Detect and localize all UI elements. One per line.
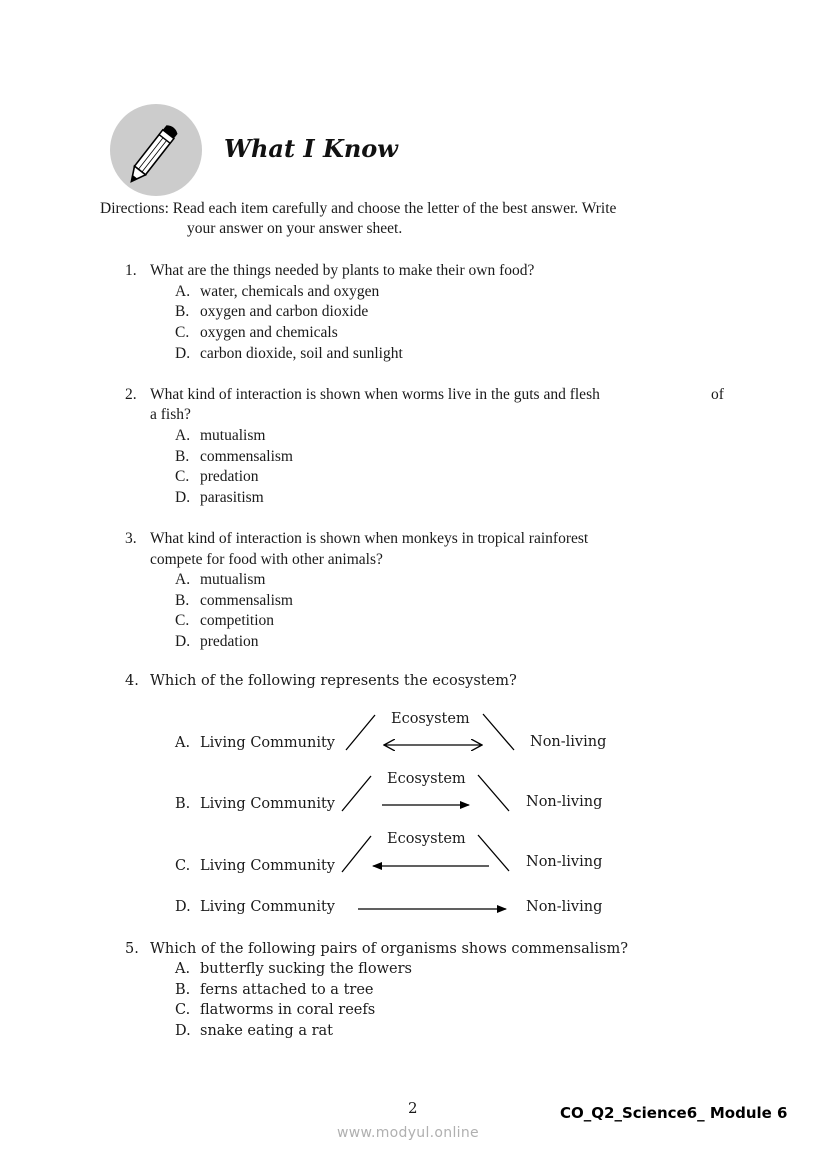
option-letter: D.	[175, 345, 191, 362]
option-letter: C.	[175, 1002, 191, 1018]
option-letter: A.	[175, 961, 191, 977]
option-letter: A.	[175, 427, 191, 444]
option-left-label: Living Community	[200, 858, 335, 874]
option-letter: C.	[175, 324, 190, 341]
option-right-label: Non-living	[530, 734, 607, 750]
option-letter: A.	[175, 735, 191, 751]
option-letter: B.	[175, 303, 190, 320]
option-letter: A.	[175, 571, 191, 588]
directions-line-1: Directions: Read each item carefully and choose the letter of the best answer. Write	[100, 200, 617, 217]
option-text: flatworms in coral reefs	[200, 1002, 376, 1018]
module-code: CO_Q2_Science6_ Module 6	[560, 1104, 788, 1122]
option-text: mutualism	[200, 427, 266, 444]
option-text: parasitism	[200, 489, 264, 506]
question-text: Which of the following pairs of organisms shows commensalism?	[150, 941, 629, 957]
question-number: 4.	[125, 673, 139, 689]
question-text: What kind of interaction is shown when worms live in the guts and flesh	[150, 386, 600, 403]
option-letter: D.	[175, 489, 191, 506]
option-middle-label: Ecosystem	[391, 711, 470, 727]
option-letter: B.	[175, 448, 190, 465]
option-left-label: Living Community	[200, 899, 335, 915]
question-text: compete for food with other animals?	[150, 551, 383, 568]
question-text: What are the things needed by plants to make their own food?	[150, 262, 535, 279]
option-text: commensalism	[200, 592, 293, 609]
question-number: 2.	[125, 386, 137, 403]
option-text: predation	[200, 468, 259, 485]
question-number: 3.	[125, 530, 137, 547]
option-text: butterfly sucking the flowers	[200, 961, 412, 977]
question-text: of	[711, 386, 724, 403]
option-right-label: Non-living	[526, 899, 603, 915]
option-letter: C.	[175, 858, 191, 874]
watermark: www.modyul.online	[337, 1125, 479, 1141]
option-middle-label: Ecosystem	[387, 771, 466, 787]
question-number: 1.	[125, 262, 137, 279]
directions-line-2: your answer on your answer sheet.	[187, 220, 403, 237]
option-letter: D.	[175, 899, 191, 915]
option-left-label: Living Community	[200, 796, 335, 812]
diagram-option-b	[342, 775, 509, 811]
option-text: water, chemicals and oxygen	[200, 283, 380, 300]
option-letter: B.	[175, 796, 191, 812]
option-text: carbon dioxide, soil and sunlight	[200, 345, 403, 362]
diagram-option-c	[342, 835, 509, 872]
option-right-label: Non-living	[526, 854, 603, 870]
option-text: oxygen and chemicals	[200, 324, 338, 341]
diagram-option-a	[346, 714, 514, 750]
option-right-label: Non-living	[526, 794, 603, 810]
option-text: snake eating a rat	[200, 1023, 333, 1039]
option-text: commensalism	[200, 448, 293, 465]
option-left-label: Living Community	[200, 735, 335, 751]
option-letter: C.	[175, 612, 190, 629]
option-letter: B.	[175, 592, 190, 609]
option-letter: B.	[175, 982, 191, 998]
option-middle-label: Ecosystem	[387, 831, 466, 847]
option-text: oxygen and carbon dioxide	[200, 303, 369, 320]
question-text: What kind of interaction is shown when monkeys in tropical rainforest	[150, 530, 589, 547]
question-text: a fish?	[150, 406, 191, 423]
question-text: Which of the following represents the ecosystem?	[150, 673, 517, 689]
option-letter: D.	[175, 1023, 191, 1039]
option-letter: A.	[175, 283, 191, 300]
option-text: predation	[200, 633, 259, 650]
option-letter: C.	[175, 468, 190, 485]
question-number: 5.	[125, 941, 139, 957]
option-text: competition	[200, 612, 275, 629]
option-text: ferns attached to a tree	[200, 982, 374, 998]
option-text: mutualism	[200, 571, 266, 588]
option-letter: D.	[175, 633, 191, 650]
page-number: 2	[408, 1099, 418, 1117]
section-title: What I Know	[224, 134, 398, 163]
